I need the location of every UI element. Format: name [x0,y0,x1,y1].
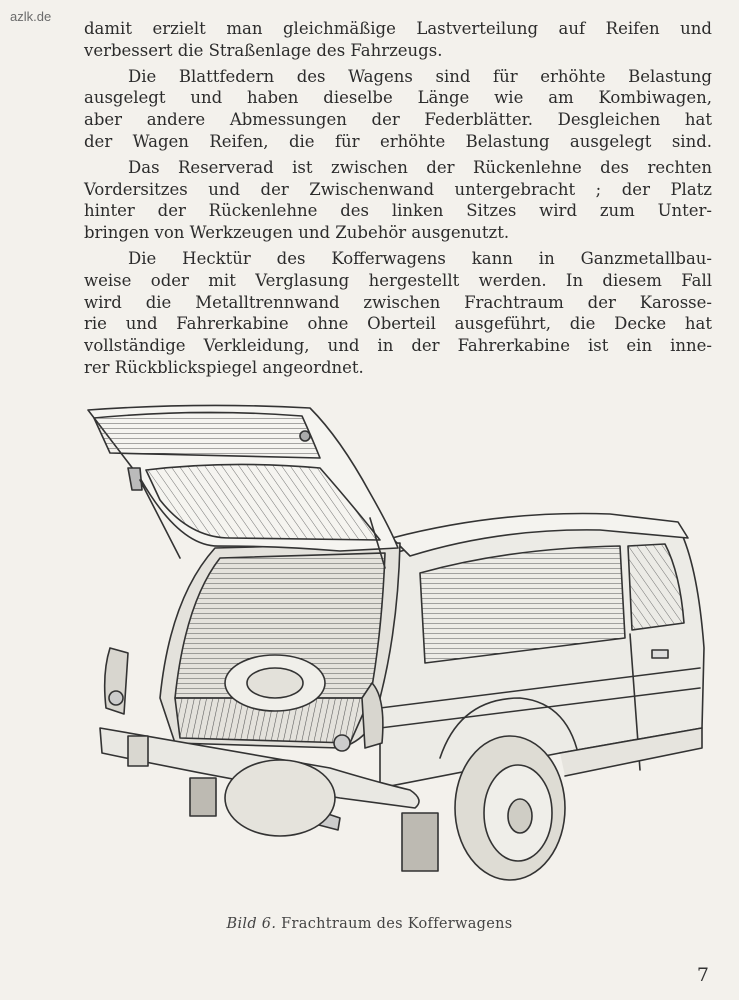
text-line: der Wagen Reifen, die für erhöhte Belastung ausgelegt sind. [84,131,712,151]
page-number: 7 [696,964,709,986]
text-line: weise oder mit Verglasung hergestellt werden. In diesem Fall [84,270,712,290]
caption-label: Bild 6. [226,916,277,932]
watermark: azlk.de [10,9,52,24]
text-line: wird die Metalltrennwand zwischen Frachtraum der Karosse- [84,292,712,312]
cargo-van-illustration [80,398,710,903]
text-line: aber andere Abmessungen der Federblätter. Desgleichen hat [84,110,712,130]
figure-caption [0,916,739,932]
paragraph-3 [84,157,712,244]
text-line: Die Hecktür des Kofferwagens kann in Ganzmetallbau- [128,248,712,268]
text-line: rer Rückblickspiegel angeordnet. [84,357,364,377]
text-line: Das Reserverad ist zwischen der Rückenlehne des rechten [128,157,712,177]
caption-text: Frachtraum des Kofferwagens [281,916,513,932]
text-line: vollständige Verkleidung, und in der Fahrerkabine ist ein inne- [84,336,712,356]
paragraph-1 [84,18,712,62]
text-line: rie und Fahrerkabine ohne Oberteil ausgeführt, die Decke hat [84,314,712,334]
text-line: ausgelegt und haben dieselbe Länge wie am Kombiwagen, [84,88,712,108]
paragraph-4 [84,248,712,379]
paragraph-2 [84,66,712,153]
text-line: hinter der Rückenlehne des linken Sitzes wird zum Unter- [84,201,712,221]
text-line: damit erzielt man gleichmäßige Lastverteilung auf Reifen und [84,19,712,38]
text-line: Vordersitzes und der Zwischenwand untergebracht ; der Platz [84,179,712,199]
text-line: Die Blattfedern des Wagens sind für erhöhte Belastung [128,66,712,86]
text-line: verbessert die Straßenlage des Fahrzeugs. [84,40,443,60]
body-text [84,18,712,379]
text-line: bringen von Werkzeugen und Zubehör ausgenutzt. [84,223,510,243]
